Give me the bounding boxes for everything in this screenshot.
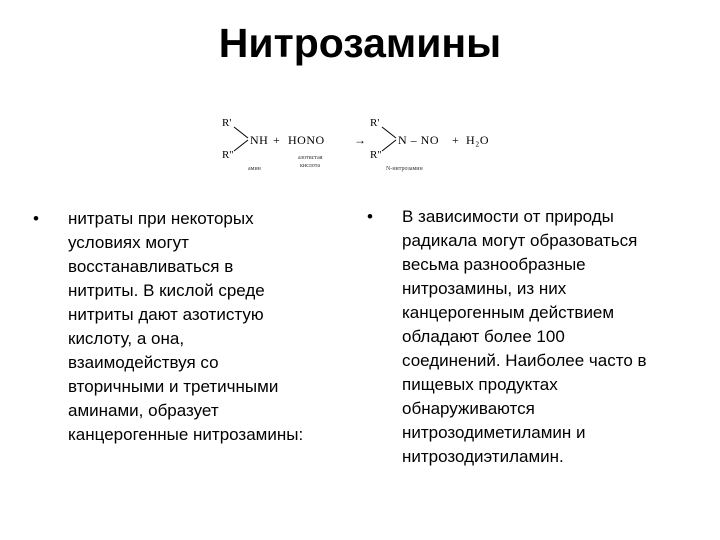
text-line: нитриты дают азотистую <box>68 305 264 324</box>
amine-nh: NH <box>250 133 269 147</box>
bullet-marker: • <box>33 209 39 228</box>
text-line: взаимодействуя со <box>68 353 219 372</box>
text-line: условиях могут <box>68 233 189 252</box>
bullet-text <box>402 205 694 469</box>
bullet-marker: • <box>367 207 373 226</box>
text-line: нитриты. В кислой среде <box>68 281 265 300</box>
caption-amine: амин <box>248 166 261 172</box>
radical-r1-product: R' <box>370 117 380 129</box>
text-line: кислоту, а она, <box>68 329 185 348</box>
plus-sign-2: + <box>452 133 460 147</box>
text-line: В зависимости от природы <box>402 207 614 226</box>
bullet-text <box>68 207 360 447</box>
text-line: соединений. Наиболее часто в <box>402 351 647 370</box>
nitrosamine-group: N – NO <box>398 133 439 147</box>
text-line: вторичными и третичными <box>68 377 279 396</box>
bond-lines <box>218 114 508 184</box>
caption-acid-2: кислота <box>300 163 321 169</box>
reaction-diagram <box>218 114 508 184</box>
text-line: весьма разнообразные <box>402 255 586 274</box>
page-title: Нитрозамины <box>218 20 502 66</box>
nitrous-acid-formula: HONO <box>288 133 325 147</box>
text-line: аминами, образует <box>68 401 219 420</box>
radical-r2-product: R'' <box>370 149 382 161</box>
left-bullet <box>30 207 360 447</box>
text-line: нитраты при некоторых <box>68 209 254 228</box>
right-bullet <box>364 205 694 469</box>
water-formula: H₂O <box>466 133 490 147</box>
radical-r1: R' <box>222 117 232 129</box>
caption-product: N-нитрозамин <box>386 166 423 172</box>
text-line: нитрозамины, из них <box>402 279 567 298</box>
radical-r2: R'' <box>222 149 234 161</box>
caption-acid-1: азотистая <box>298 155 323 161</box>
text-line: нитрозодиэтиламин. <box>402 447 564 466</box>
text-line: обладают более 100 <box>402 327 565 346</box>
plus-sign: + <box>273 133 281 147</box>
text-line: нитрозодиметиламин и <box>402 423 586 442</box>
text-line: восстанавливаться в <box>68 257 234 276</box>
text-line: канцерогенным действием <box>402 303 615 322</box>
text-line: радикала могут образоваться <box>402 231 638 250</box>
text-line: канцерогенные нитрозамины: <box>68 425 304 444</box>
text-line: пищевых продуктах <box>402 375 558 394</box>
reaction-arrow: → <box>354 133 367 147</box>
text-line: обнаруживаются <box>402 399 535 418</box>
